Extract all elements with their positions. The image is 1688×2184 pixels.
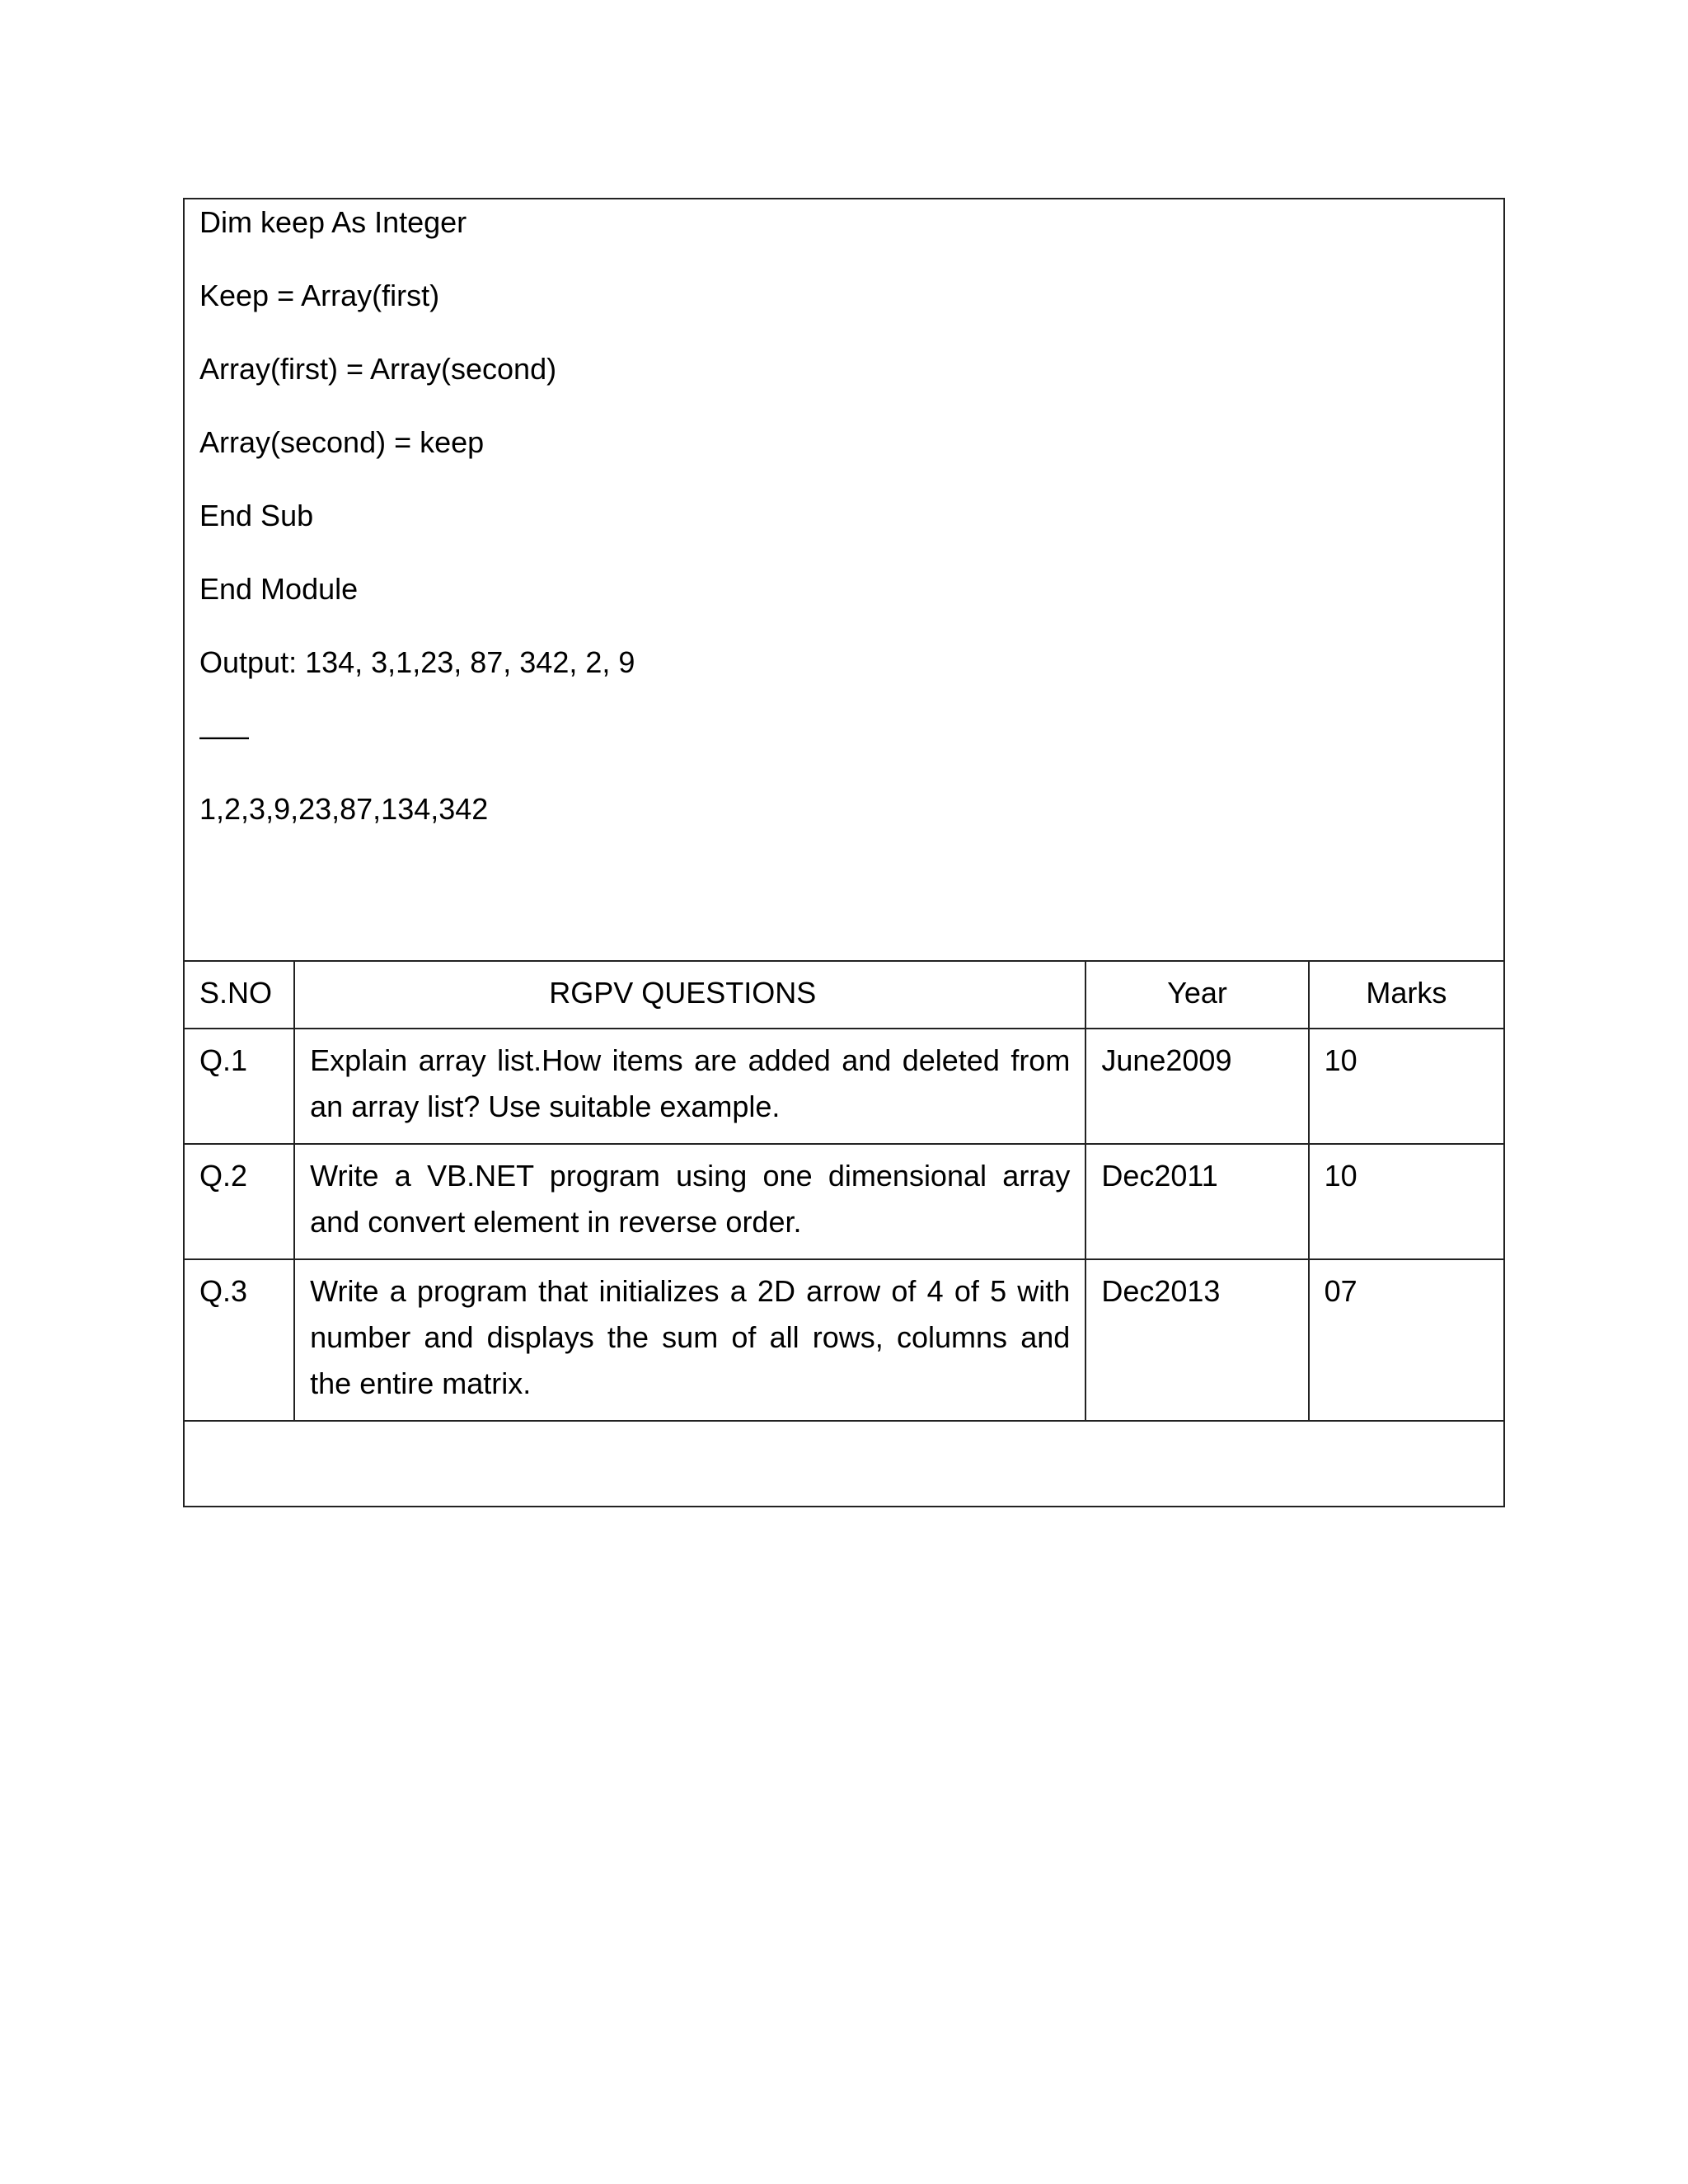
code-line: Array(second) = keep [199, 425, 485, 459]
output-line: Output: 134, 3,1,23, 87, 342, 2, 9 [199, 645, 635, 679]
code-line: Keep = Array(first) [199, 279, 440, 312]
code-row [184, 199, 1504, 961]
row-sno: Q.3 [184, 1259, 294, 1421]
row-sno: Q.1 [184, 1029, 294, 1144]
sorted-output-line: 1,2,3,9,23,87,134,342 [199, 792, 489, 826]
header-questions: RGPV QUESTIONS [294, 961, 1085, 1029]
row-sno: Q.2 [184, 1144, 294, 1259]
content-table [183, 198, 1505, 1507]
code-line: Dim keep As Integer [199, 205, 467, 239]
table-row [184, 1259, 1504, 1421]
row-marks: 10 [1309, 1144, 1504, 1259]
header-year: Year [1085, 961, 1308, 1029]
empty-footer-row [184, 1421, 1504, 1507]
separator-line: ––– [199, 719, 250, 752]
table-row [184, 1144, 1504, 1259]
code-block [184, 199, 1504, 961]
row-marks: 07 [1309, 1259, 1504, 1421]
table-header-row [184, 961, 1504, 1029]
header-marks: Marks [1309, 961, 1504, 1029]
row-year: Dec2013 [1085, 1259, 1308, 1421]
header-sno: S.NO [184, 961, 294, 1029]
code-line: End Sub [199, 499, 314, 532]
row-year: June2009 [1085, 1029, 1308, 1144]
row-question: Write a program that initializes a 2D arrow of 4 of 5 with number and displays the sum of all rows, columns and the entire matrix. [294, 1259, 1085, 1421]
code-line: Array(first) = Array(second) [199, 352, 557, 386]
empty-cell [184, 1421, 1504, 1507]
table-row [184, 1029, 1504, 1144]
row-marks: 10 [1309, 1029, 1504, 1144]
row-year: Dec2011 [1085, 1144, 1308, 1259]
code-line: End Module [199, 572, 359, 606]
row-question: Explain array list.How items are added and deleted from an array list? Use suitable example. [294, 1029, 1085, 1144]
row-question: Write a VB.NET program using one dimensional array and convert element in reverse order. [294, 1144, 1085, 1259]
